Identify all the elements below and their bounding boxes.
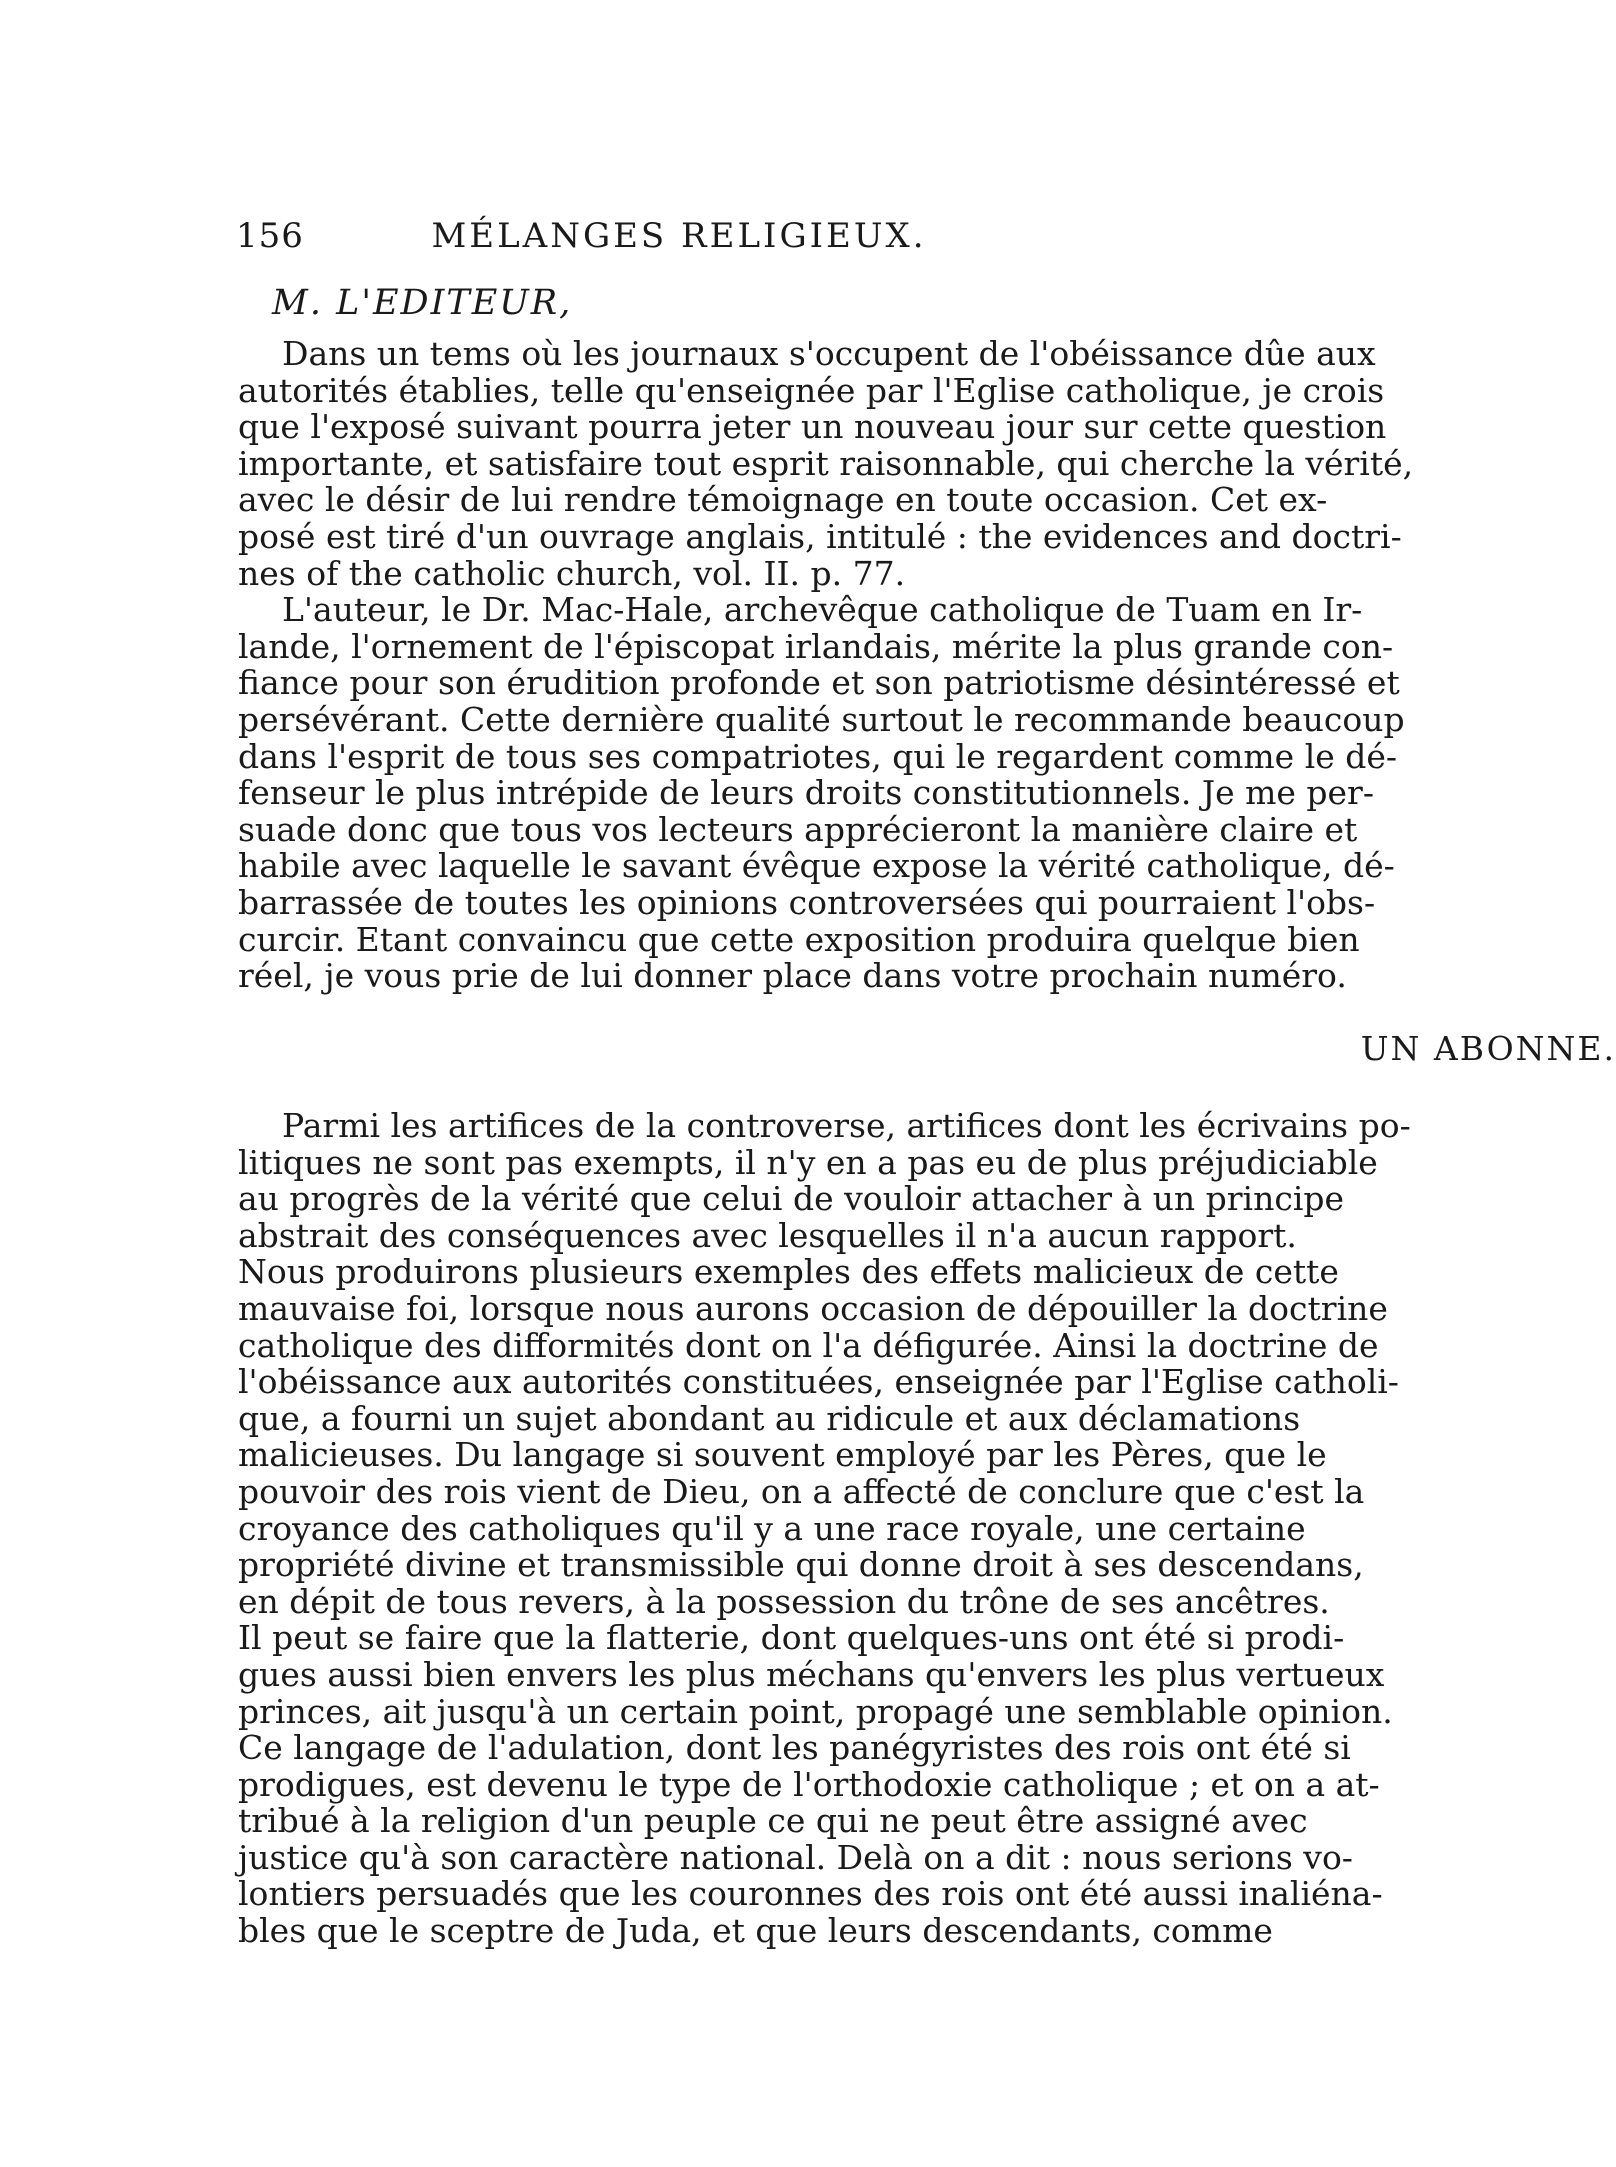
article-text-line: propriété divine et transmissible qui donne droit à ses descendans,	[238, 1545, 1364, 1585]
page-number: 156	[236, 216, 304, 256]
letter-text-line: autorités établies, telle qu'enseignée par l'Eglise catholique, je crois	[238, 370, 1385, 410]
article-text-line: Ce langage de l'adulation, dont les panégyristes des rois ont été si	[238, 1728, 1351, 1768]
article-text-line: litiques ne sont pas exempts, il n'y en a pas eu de plus préjudiciable	[238, 1142, 1378, 1182]
letter-text-line: réel, je vous prie de lui donner place dans votre prochain numéro.	[238, 956, 1347, 996]
article-text-line: bles que le sceptre de Juda, et que leurs descendants, comme	[238, 1911, 1273, 1951]
article-text-line: prodigues, est devenu le type de l'orthodoxie catholique ; et on a at-	[238, 1764, 1380, 1804]
letter-text-line: fiance pour son érudition profonde et son patriotisme désintéressé et	[238, 663, 1400, 703]
letter-text-line: posé est tiré d'un ouvrage anglais, intitulé : the evidences and doctri-	[238, 516, 1402, 556]
article-text-line: lontiers persuadés que les couronnes des rois ont été aussi inaliéna-	[238, 1874, 1383, 1914]
letter-text-line: avec le désir de lui rendre témoignage en toute occasion. Cet ex-	[238, 480, 1328, 520]
article-text-line: Nous produirons plusieurs exemples des effets malicieux de cette	[238, 1252, 1339, 1292]
letter-text-line: L'auteur, le Dr. Mac-Hale, archevêque catholique de Tuam en Ir-	[282, 590, 1363, 630]
letter-text-line: Dans un tems où les journaux s'occupent de l'obéissance dûe aux	[282, 334, 1376, 373]
article-text-line: en dépit de tous revers, à la possession du trône de ses ancêtres.	[238, 1581, 1330, 1621]
article-text-line: Il peut se faire que la flatterie, dont quelques-uns ont été si prodi-	[238, 1618, 1345, 1658]
article-text-line: croyance des catholiques qu'il y a une race royale, une certaine	[238, 1508, 1306, 1548]
article-text-line: pouvoir des rois vient de Dieu, on a affecté de conclure que c'est la	[238, 1471, 1365, 1511]
letter-text-line: fenseur le plus intrépide de leurs droits constitutionnels. Je me per-	[238, 773, 1374, 813]
letter-text-line: barrassée de toutes les opinions controversées qui pourraient l'obs-	[238, 882, 1376, 922]
article-text-line: au progrès de la vérité que celui de vouloir attacher à un principe	[238, 1179, 1345, 1219]
article-text-line: gues aussi bien envers les plus méchans qu'envers les plus vertueux	[238, 1654, 1385, 1694]
signature-text: UN ABONNE.	[1360, 1029, 1616, 1068]
article-text-line: abstrait des conséquences avec lesquelles il n'a aucun rapport.	[238, 1215, 1297, 1255]
letter-text-line: lande, l'ornement de l'épiscopat irlandais, mérite la plus grande con-	[238, 626, 1394, 666]
letter-salutation: M. L'EDITEUR,	[272, 283, 573, 323]
article-text-line: catholique des difformités dont on l'a défigurée. Ainsi la doctrine de	[238, 1325, 1379, 1365]
letter-text-line: dans l'esprit de tous ses compatriotes, qui le regardent comme le dé-	[238, 736, 1398, 776]
letter-text-line: persévérant. Cette dernière qualité surtout le recommande beaucoup	[238, 699, 1405, 739]
article-text-line: tribué à la religion d'un peuple ce qui ne peut être assigné avec	[238, 1801, 1308, 1841]
article-text-line: l'obéissance aux autorités constituées, enseignée par l'Eglise catholi-	[238, 1362, 1399, 1402]
letter-body	[238, 334, 1414, 996]
letter-text-line: suade donc que tous vos lecteurs apprécieront la manière claire et	[238, 809, 1358, 849]
article-text-line: princes, ait jusqu'à un certain point, propagé une semblable opinion.	[238, 1691, 1393, 1731]
letter-text-line: habile avec laquelle le savant évêque expose la vérité catholique, dé-	[238, 846, 1395, 886]
article-text-line: justice qu'à son caractère national. Delà on a dit : nous serions vo-	[238, 1837, 1353, 1877]
article-text-line: mauvaise foi, lorsque nous aurons occasion de dépouiller la doctrine	[238, 1288, 1388, 1328]
letter-text-line: curcir. Etant convaincu que cette exposition produira quelque bien	[238, 919, 1360, 959]
letter-text-line: importante, et satisfaire tout esprit raisonnable, qui cherche la vérité,	[238, 443, 1414, 483]
letter-text-line: que l'exposé suivant pourra jeter un nouveau jour sur cette question	[238, 407, 1387, 447]
page-header	[236, 216, 1082, 266]
letter-text-line: nes of the catholic church, vol. II. p. 77.	[238, 553, 906, 593]
article-body	[238, 1106, 1411, 1951]
article-text-line: que, a fourni un sujet abondant au ridicule et aux déclamations	[238, 1398, 1301, 1438]
article-text-line: malicieuses. Du langage si souvent employé par les Pères, que le	[238, 1435, 1327, 1475]
article-text-line: Parmi les artifices de la controverse, artifices dont les écrivains po-	[282, 1106, 1411, 1145]
running-title: MÉLANGES RELIGIEUX.	[431, 216, 927, 256]
